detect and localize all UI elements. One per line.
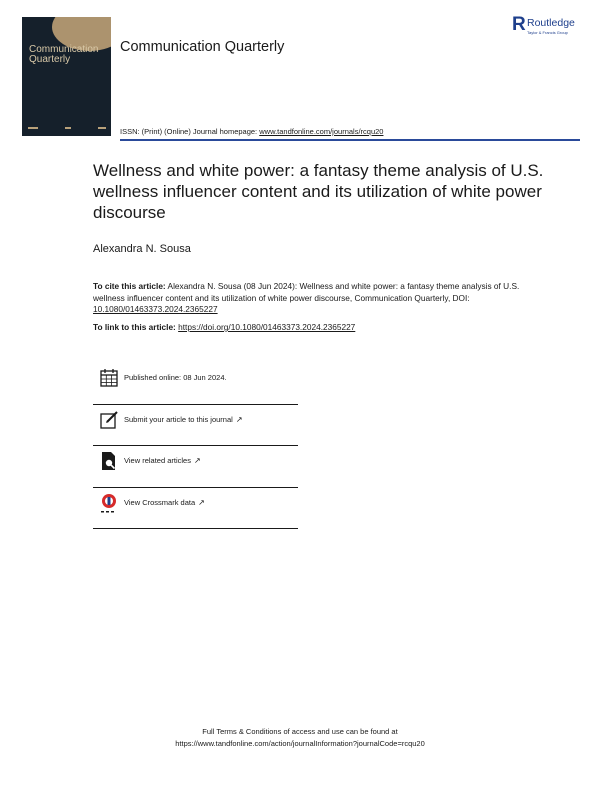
calendar-icon bbox=[98, 367, 120, 389]
external-link-icon: ↗ bbox=[235, 414, 243, 424]
related-articles-label[interactable] bbox=[124, 456, 201, 465]
journal-title[interactable]: Communication Quarterly bbox=[120, 39, 285, 55]
crossmark-label[interactable] bbox=[124, 498, 205, 507]
citation-label: To cite this article: bbox=[93, 281, 166, 291]
article-author[interactable]: Alexandra N. Sousa bbox=[93, 243, 191, 255]
publisher-tagline: Taylor & Francis Group bbox=[527, 30, 568, 35]
submit-article-text: Submit your article to this journal bbox=[124, 414, 233, 424]
related-articles-text: View related articles bbox=[124, 456, 191, 465]
cover-title bbox=[29, 45, 109, 65]
external-link-icon: ↗ bbox=[193, 456, 201, 465]
edit-icon bbox=[98, 409, 120, 431]
related-articles-row[interactable] bbox=[93, 446, 298, 488]
link-label: To link to this article: bbox=[93, 322, 179, 332]
citation-doi-link[interactable]: 10.1080/01463373.2024.2365227 bbox=[93, 304, 218, 314]
crossmark-icon bbox=[98, 492, 120, 514]
journal-cover bbox=[22, 17, 111, 136]
citation-text: Alexandra N. Sousa (08 Jun 2024): Wellness and white power: a fantasy theme analysis of U.S. wellness influencer content and its utilization of white power discourse, Communication Quarterly, DOI: bbox=[93, 281, 520, 303]
article-doi-link[interactable]: https://doi.org/10.1080/01463373.2024.2365227 bbox=[178, 322, 356, 332]
terms-footer bbox=[0, 726, 600, 750]
header-rule bbox=[120, 139, 580, 141]
crossmark-text: View Crossmark data bbox=[124, 497, 196, 507]
cover-footer-marks bbox=[28, 126, 106, 130]
published-online-row bbox=[93, 363, 298, 405]
submit-article-label[interactable] bbox=[124, 415, 243, 424]
article-title: Wellness and white power: a fantasy theme analysis of U.S. wellness influencer content and its utilization of white power discourse bbox=[93, 161, 544, 222]
journal-homepage-link[interactable]: www.tandfonline.com/journals/rcqu20 bbox=[259, 127, 384, 136]
publisher-name: Routledge bbox=[527, 17, 575, 29]
published-online-label: Published online: 08 Jun 2024. bbox=[124, 373, 227, 382]
routledge-r-icon: R bbox=[512, 14, 526, 35]
footer-terms-url[interactable]: https://www.tandfonline.com/action/journalInformation?journalCode=rcqu20 bbox=[175, 739, 425, 748]
article-actions bbox=[93, 363, 298, 529]
cover-title-line1: Communication bbox=[29, 44, 99, 55]
submit-article-row[interactable] bbox=[93, 405, 298, 447]
crossmark-row[interactable] bbox=[93, 488, 298, 530]
related-articles-icon bbox=[98, 450, 120, 472]
footer-terms-line: Full Terms & Conditions of access and use can be found at bbox=[202, 727, 398, 736]
cover-title-line2: Quarterly bbox=[29, 54, 71, 65]
external-link-icon: ↗ bbox=[198, 497, 205, 507]
issn-line bbox=[120, 127, 383, 136]
article-link-block bbox=[93, 322, 355, 332]
publisher-logo[interactable] bbox=[512, 15, 592, 39]
issn-text: ISSN: (Print) (Online) Journal homepage: bbox=[120, 127, 260, 136]
citation-block bbox=[93, 281, 523, 316]
